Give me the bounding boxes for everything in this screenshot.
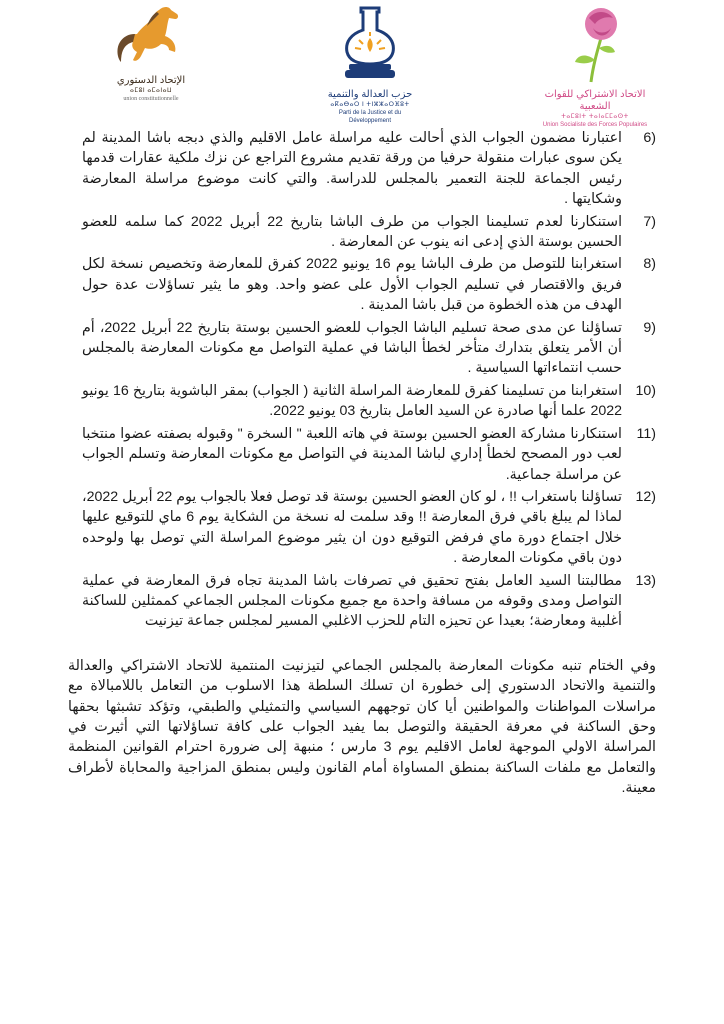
logo-caption-french: Parti de la Justice et du Développement (338, 110, 402, 124)
logo-caption-arabic: الإتحاد الدستوري (116, 75, 186, 86)
list-item (68, 212, 656, 253)
item-number: 7) (643, 213, 656, 230)
item-text: تساؤلنا عن مدى صحة تسليم الباشا الجواب للعضو الحسين بوستة بتاريخ 22 أبريل 2022، أم أن الأمر يتعلق بتدارك متأخر لخطأ الباشا في عملية التواصل مع مكونات المعارضة بالمجلس حسب انتماءاتها السياسية . (82, 319, 623, 377)
list-item (68, 487, 656, 569)
list-item (68, 254, 656, 315)
item-text: استغرابنا من تسليمنا كفرق للمعارضة المراسلة الثانية ( الجواب) بمقر الباشوية بتاريخ 16 يونيو 2022 علما أنها صادرة عن السيد العامل بتاريخ 03 يونيو 2022. (82, 382, 623, 420)
list-item (68, 424, 656, 485)
item-text: اعتبارنا مضمون الجواب الذي أحالت عليه مراسلة عامل الاقليم والذي دبجه باشا المدينة لم يكن سوى عبارات منقولة حرفيا من ورقة تقديم مشروع التراجع عن نزك ملكية عقارات قدمها رئيس الجماعة للجنة التعمير بالمجلس للدراسة. والتي كانت موضوع مراسلة المعارضة وشكايتها . (82, 130, 622, 208)
item-text: استنكارنا لعدم تسليمنا الجواب من طرف الباشا بتاريخ 22 أبريل 2022 كما سلمه للعضو الحسين بوستة الذي إدعى انه ينوب عن المعارضة . (82, 213, 623, 251)
item-text: استغرابنا للتوصل من طرف الباشا يوم 16 يونيو 2022 كفرق للمعارضة وتخصيص نسخة لكل فريق والاقتصار في تسليم الجواب الأول على عضو واحد. وهو ما يثير تساؤلات عدة حول الهدف من هذه الخطوة من قبل باشا المدينة . (82, 256, 622, 314)
item-text: مطالبتنا السيد العامل بفتح تحقيق في تصرفات باشا المدينة تجاه فرق المعارضة في عملية التواصل ومدى وقوفه من مسافة واحدة مع جميع مكونات المجلس الجماعي كممثلين للساكنة أغلبية ومعارضة؛ بعيدا عن تحيزه التام للحزب الاغلبي المسير لمجلس جماعة تيزنيت (82, 572, 622, 630)
rose-icon (555, 4, 635, 84)
item-number: 13) (635, 572, 656, 589)
horse-icon (111, 4, 191, 70)
closing-paragraph: وفي الختام تنبه مكونات المعارضة بالمجلس الجماعي لتيزنيت المنتمية للاتحاد الاشتراكي والعدالة والتنمية والاتحاد الدستوري إلى خطورة ان تسلك السلطة هذا الاسلوب من التعامل باللامبالاة مع مراسلات المواطنات والمواطنين أيا كان توجههم السياسي والتمثيلي والطبقي، وتؤكد تشبثها بحقها وحق الساكنة في معرفة الحقيقة والتوصل بما يفيد الجواب على كافة تساؤلاتها التي أثيرت في المراسلة الاولي الموجهة لعامل الاقليم يوم 3 مارس ؛ منبهة إلى ضرورة احترام القوانين المنظمة والتعامل مع ملفات الساكنة بمنطق المساواة أمام القانون وليس بمنطق المزاجية والمحاباة لأطراف معينة. (68, 657, 656, 797)
document-body (68, 128, 656, 813)
logo-caption-tifinagh: ⴰⵎⵓⵏ ⴰⵎⴰⵏⴰⵡ (130, 88, 172, 94)
logo-caption-arabic: الاتحاد الاشتراكي للقوات الشعبية (544, 89, 646, 112)
item-number: 9) (643, 319, 656, 336)
logo-usfp (540, 4, 650, 129)
item-number: 8) (643, 256, 656, 273)
list-item (68, 571, 656, 632)
list-item (68, 128, 656, 210)
logo-pjd (325, 4, 415, 125)
item-text: تساؤلنا باستغراب !! ، لو كان العضو الحسين بوستة قد توصل فعلا بالجواب يوم 22 أبريل 2022، لماذا لم يبلغ باقي فرق المعارضة !! وقد سلمت له نسخة من الشكاية يوم 6 ماي للتوقيع عليها خلال اجتماع دورة ماي فرفض التوقيع دون ان يثير موضوع المراسلة التي توصل بها ولوحده دون باقي مكونات المعارضة . (82, 488, 623, 567)
header-logos (0, 0, 724, 128)
logo-union-constitutionnelle (96, 4, 206, 103)
logo-caption-arabic: حزب العدالة والتنمية (327, 89, 413, 100)
item-text: استنكارنا مشاركة العضو الحسين بوستة في هاته اللعبة " السخرة " وقبوله بصفته عضوا منتخبا لعب دور المصحح لخطأ إداري لباشا المدينة في التواصل مع مكونات المعارضة وتسلم الجواب عن مراسلة جماعية. (82, 425, 622, 483)
lamp-icon (337, 4, 403, 84)
logo-caption-tifinagh: ⴰⴽⴰⴱⴰⵔ ⵏ ⵜⵏⵣⵣⴰⵔⴼⵓⵜ (330, 102, 410, 108)
logo-caption-french: Union Socialiste des Forces Populaires (542, 122, 648, 128)
item-number: 10) (635, 382, 656, 399)
logo-caption-french: union constitutionnelle (123, 96, 179, 102)
item-number: 6) (643, 130, 656, 146)
list-item (68, 318, 656, 379)
item-number: 11) (636, 425, 656, 442)
item-number: 12) (635, 488, 656, 505)
list-item (68, 381, 656, 422)
numbered-list (68, 128, 656, 632)
logo-caption-tifinagh: ⵜⴰⵎⵓⵏⵜ ⵜⴰⵏⴰⵎⵎⴰⵙⵜ (561, 114, 629, 120)
